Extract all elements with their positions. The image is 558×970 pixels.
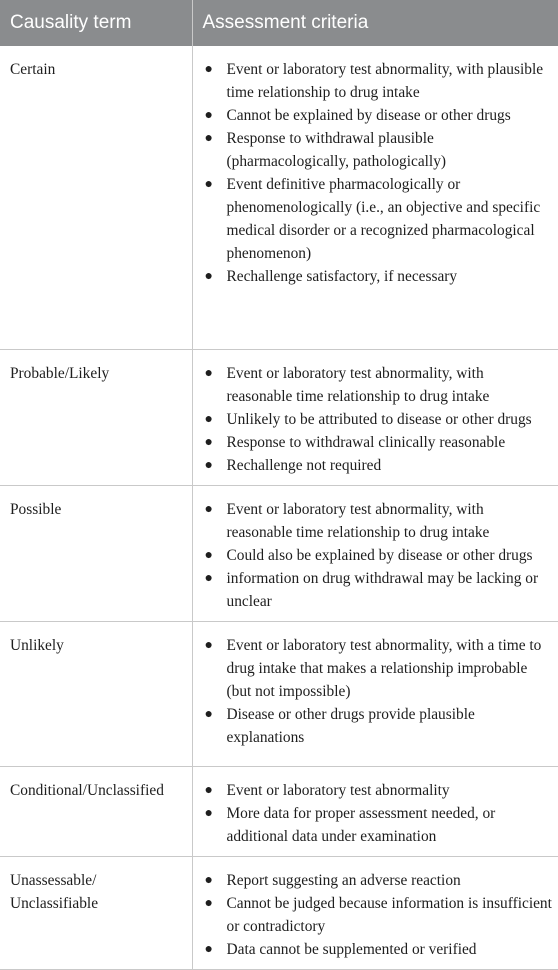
- bullet-icon: ●: [204, 502, 213, 517]
- bullet-icon: ●: [204, 435, 213, 450]
- criteria-item: [203, 567, 553, 613]
- criteria-cell: [192, 622, 558, 767]
- criteria-list: [203, 498, 553, 613]
- criteria-item: [203, 498, 553, 544]
- causality-term-cell: Unassessable/ Unclassifiable: [0, 857, 192, 970]
- criteria-item: [203, 58, 553, 104]
- criteria-item: [203, 892, 553, 938]
- criteria-item: [203, 703, 553, 749]
- table-row: [0, 486, 558, 622]
- bullet-icon: ●: [204, 571, 213, 586]
- criteria-item: [203, 454, 553, 477]
- criteria-item: [203, 779, 553, 802]
- table-row: [0, 622, 558, 767]
- criteria-item: [203, 431, 553, 454]
- table-row: [0, 767, 558, 857]
- causality-term-cell: Unlikely: [0, 622, 192, 767]
- criteria-cell: [192, 767, 558, 857]
- criteria-text: Response to withdrawal plausible (pharmacologically, pathologically): [226, 130, 447, 170]
- criteria-cell: [192, 857, 558, 970]
- table-row: [0, 46, 558, 350]
- criteria-item: [203, 544, 553, 567]
- criteria-text: Event definitive pharmacologically or phenomenologically (i.e., an objective and specific medical disorder or a recognized pharmacological phenomenon): [226, 176, 541, 262]
- bullet-icon: ●: [204, 942, 213, 957]
- criteria-text: Disease or other drugs provide plausible explanations: [226, 706, 475, 746]
- bullet-icon: ●: [204, 62, 213, 77]
- criteria-item: [203, 634, 553, 703]
- bullet-icon: ●: [204, 783, 213, 798]
- causality-term-cell: Certain: [0, 46, 192, 350]
- table-row: [0, 350, 558, 486]
- criteria-text: Event or laboratory test abnormality, with reasonable time relationship to drug intake: [226, 501, 490, 541]
- bullet-icon: ●: [204, 548, 213, 563]
- bullet-icon: ●: [204, 873, 213, 888]
- criteria-list: [203, 869, 553, 961]
- bullet-icon: ●: [204, 366, 213, 381]
- criteria-text: Event or laboratory test abnormality, with a time to drug intake that makes a relationship improbable (but not impossible): [226, 637, 542, 700]
- criteria-list: [203, 362, 553, 477]
- table-row: [0, 857, 558, 970]
- criteria-item: [203, 408, 553, 431]
- criteria-item: [203, 127, 553, 173]
- bullet-icon: ●: [204, 638, 213, 653]
- criteria-cell: [192, 350, 558, 486]
- bullet-icon: ●: [204, 108, 213, 123]
- bullet-icon: ●: [204, 896, 213, 911]
- criteria-list: [203, 58, 553, 288]
- criteria-item: [203, 173, 553, 265]
- bullet-icon: ●: [204, 412, 213, 427]
- criteria-text: Event or laboratory test abnormality, with reasonable time relationship to drug intake: [226, 365, 490, 405]
- criteria-text: Could also be explained by disease or other drugs: [226, 547, 533, 564]
- criteria-text: Event or laboratory test abnormality, with plausible time relationship to drug intake: [226, 61, 544, 101]
- bullet-icon: ●: [204, 177, 213, 192]
- bullet-icon: ●: [204, 131, 213, 146]
- causality-term-cell: Conditional/Unclassified: [0, 767, 192, 857]
- criteria-text: Unlikely to be attributed to disease or other drugs: [226, 411, 532, 428]
- causality-term-cell: Possible: [0, 486, 192, 622]
- bullet-icon: ●: [204, 269, 213, 284]
- criteria-cell: [192, 486, 558, 622]
- bullet-icon: ●: [204, 806, 213, 821]
- criteria-item: [203, 265, 553, 288]
- criteria-text: Response to withdrawal clinically reasonable: [226, 434, 506, 451]
- criteria-text: Rechallenge satisfactory, if necessary: [226, 268, 458, 285]
- bullet-icon: ●: [204, 707, 213, 722]
- criteria-text: Event or laboratory test abnormality: [226, 782, 450, 799]
- criteria-list: [203, 779, 553, 848]
- criteria-list: [203, 634, 553, 749]
- bullet-icon: ●: [204, 458, 213, 473]
- criteria-item: [203, 869, 553, 892]
- header-row: [0, 0, 558, 46]
- header-causality-term: Causality term: [0, 0, 192, 46]
- criteria-text: Cannot be explained by disease or other drugs: [226, 107, 511, 124]
- criteria-text: Rechallenge not required: [226, 457, 382, 474]
- header-assessment-criteria: Assessment criteria: [192, 0, 558, 46]
- criteria-text: Data cannot be supplemented or verified: [226, 941, 477, 958]
- criteria-item: [203, 802, 553, 848]
- criteria-item: [203, 362, 553, 408]
- criteria-cell: [192, 46, 558, 350]
- criteria-text: Report suggesting an adverse reaction: [226, 872, 461, 889]
- causality-term-cell: Probable/Likely: [0, 350, 192, 486]
- criteria-item: [203, 938, 553, 961]
- criteria-text: information on drug withdrawal may be lacking or unclear: [226, 570, 539, 610]
- criteria-item: [203, 104, 553, 127]
- criteria-text: More data for proper assessment needed, or additional data under examination: [226, 805, 496, 845]
- criteria-text: Cannot be judged because information is insufficient or contradictory: [226, 895, 552, 935]
